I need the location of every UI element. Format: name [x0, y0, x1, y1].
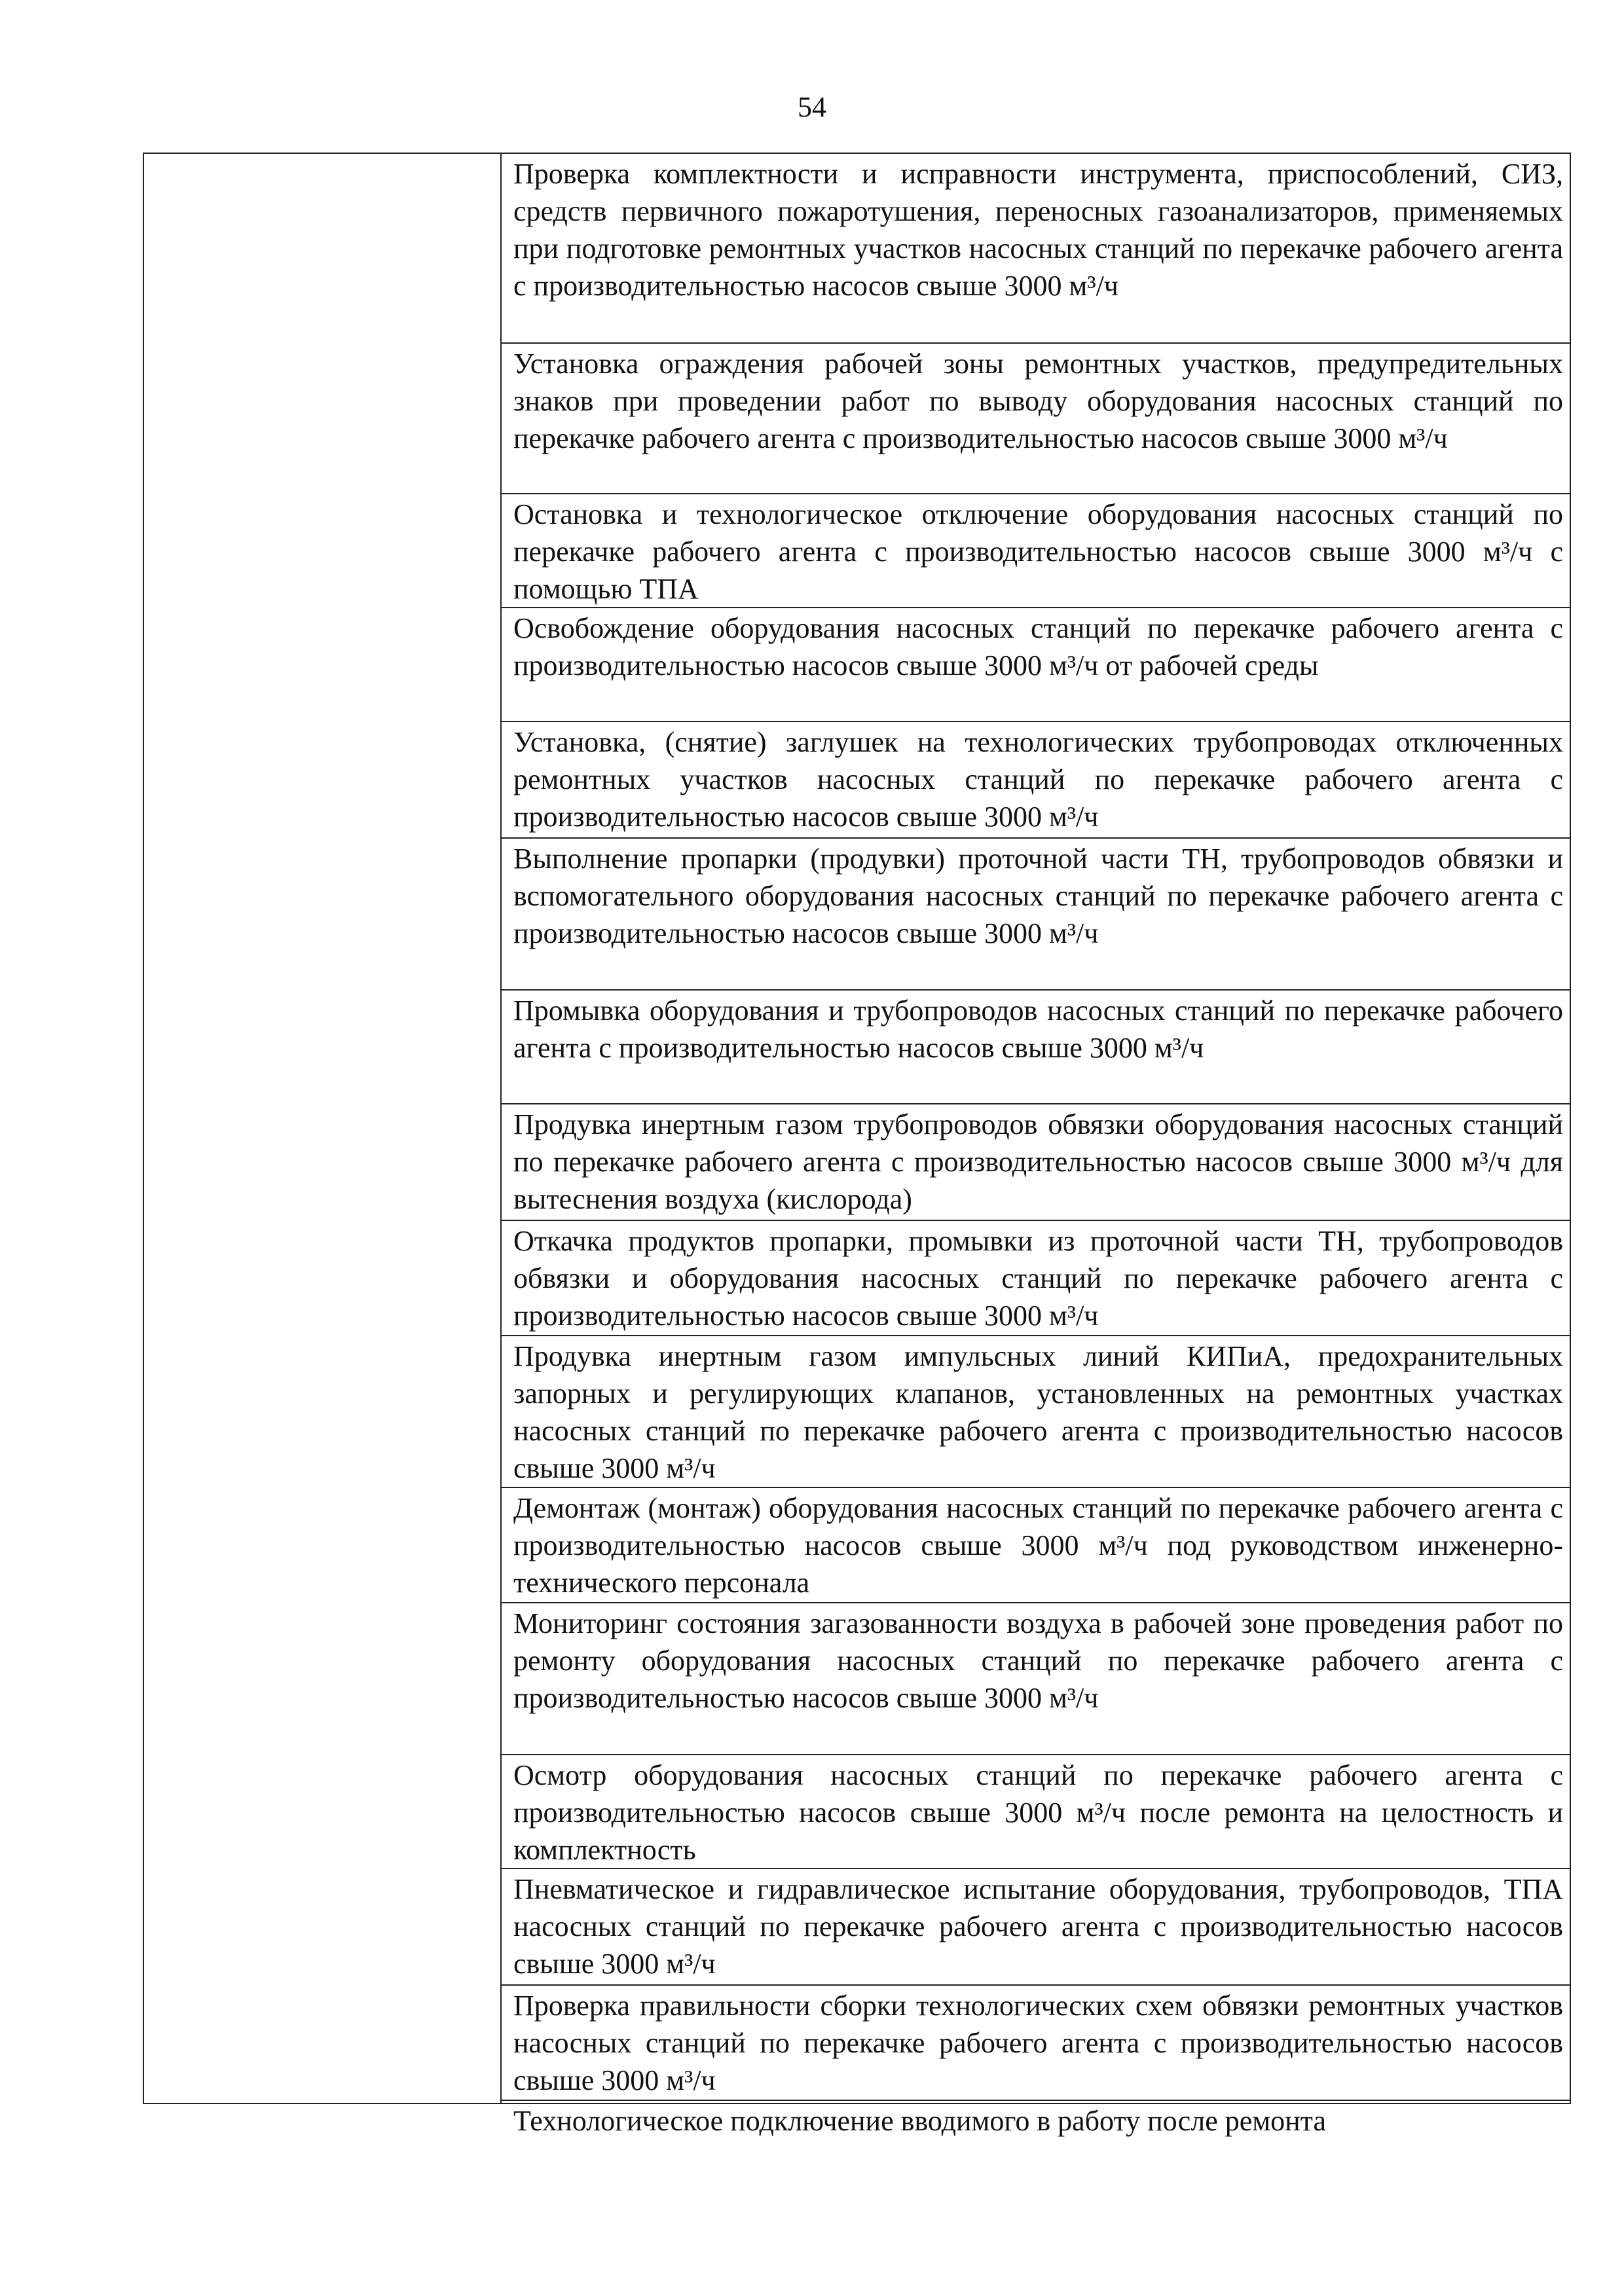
table-row	[502, 1755, 1570, 1869]
row-text: Откачка продуктов пропарки, промывки из проточной части ТН, трубопроводов обвязки и оборудования насосных станций по перекачке рабочего агента с производительностью насосов свыше 3000 м³/ч	[513, 1225, 1563, 1332]
row-text: Осмотр оборудования насосных станций по перекачке рабочего агента с производительностью насосов свыше 3000 м³/ч после ремонта на целостность и комплектность	[513, 1759, 1563, 1866]
table-row	[502, 494, 1570, 608]
table-row	[502, 154, 1570, 344]
row-text: Установка, (снятие) заглушек на технологических трубопроводах отключенных ремонтных участков насосных станций по перекачке рабочего агента с производительностью насосов свыше 3000 м³/ч	[513, 726, 1563, 833]
row-text: Остановка и технологическое отключение оборудования насосных станций по перекачке рабочего агента с производительностью насосов свыше 3000 м³/ч с помощью ТПА	[513, 498, 1563, 605]
table-row	[502, 1603, 1570, 1755]
row-text: Мониторинг состояния загазованности воздуха в рабочей зоне проведения работ по ремонту оборудования насосных станций по перекачке рабочего агента с производительностью насосов свыше 3000 м³/ч	[513, 1607, 1563, 1714]
table-right-column	[502, 154, 1570, 2137]
table-row	[502, 608, 1570, 722]
table-row	[502, 2101, 1570, 2140]
table-row	[502, 1986, 1570, 2101]
row-text: Технологическое подключение вводимого в работу после ремонта	[513, 2105, 1326, 2137]
row-text: Освобождение оборудования насосных станций по перекачке рабочего агента с производительностью насосов свыше 3000 м³/ч от рабочей среды	[513, 612, 1563, 682]
row-text: Пневматическое и гидравлическое испытание оборудования, трубопроводов, ТПА насосных станций по перекачке рабочего агента с производительностью насосов свыше 3000 м³/ч	[513, 1873, 1563, 1980]
row-text: Проверка правильности сборки технологических схем обвязки ремонтных участков насосных станций по перекачке рабочего агента с производительностью насосов свыше 3000 м³/ч	[513, 1990, 1563, 2096]
row-text: Установка ограждения рабочей зоны ремонтных участков, предупредительных знаков при проведении работ по выводу оборудования насосных станций по перекачке рабочего агента с производительностью насосов свыше 3000 м³/ч	[513, 348, 1563, 454]
table-row	[502, 344, 1570, 494]
table-row	[502, 1488, 1570, 1603]
row-text: Проверка комплектности и исправности инструмента, приспособлений, СИЗ, средств первичного пожаротушения, переносных газоанализаторов, применяемых при подготовке ремонтных участков насосных станций по перекачке рабочего агента с производительностью насосов свыше 3000 м³/ч	[513, 158, 1563, 302]
table-row	[502, 991, 1570, 1104]
table-row	[502, 1221, 1570, 1336]
table-row	[502, 1336, 1570, 1488]
table-row	[502, 722, 1570, 839]
table-row	[502, 1104, 1570, 1221]
row-text: Демонтаж (монтаж) оборудования насосных станций по перекачке рабочего агента с производительностью насосов свыше 3000 м³/ч под руководством инженерно-технического персонала	[513, 1492, 1563, 1599]
work-functions-table	[143, 153, 1571, 2137]
table-row	[502, 1869, 1570, 1986]
table-row	[502, 839, 1570, 991]
row-text: Продувка инертным газом импульсных линий КИПиА, предохранительных запорных и регулирующих клапанов, установленных на ремонтных участках насосных станций по перекачке рабочего агента с производительностью насосов свыше 3000 м³/ч	[513, 1340, 1563, 1484]
row-text: Выполнение пропарки (продувки) проточной части ТН, трубопроводов обвязки и вспомогательного оборудования насосных станций по перекачке рабочего агента с производительностью насосов свыше 3000 м³/ч	[513, 843, 1563, 949]
page-number: 54	[798, 91, 826, 123]
row-text: Продувка инертным газом трубопроводов обвязки оборудования насосных станций по перекачке рабочего агента с производительностью насосов свыше 3000 м³/ч для вытеснения воздуха (кислорода)	[513, 1108, 1563, 1215]
table-left-column	[144, 154, 502, 2103]
row-text: Промывка оборудования и трубопроводов насосных станций по перекачке рабочего агента с производительностью насосов свыше 3000 м³/ч	[513, 994, 1563, 1064]
